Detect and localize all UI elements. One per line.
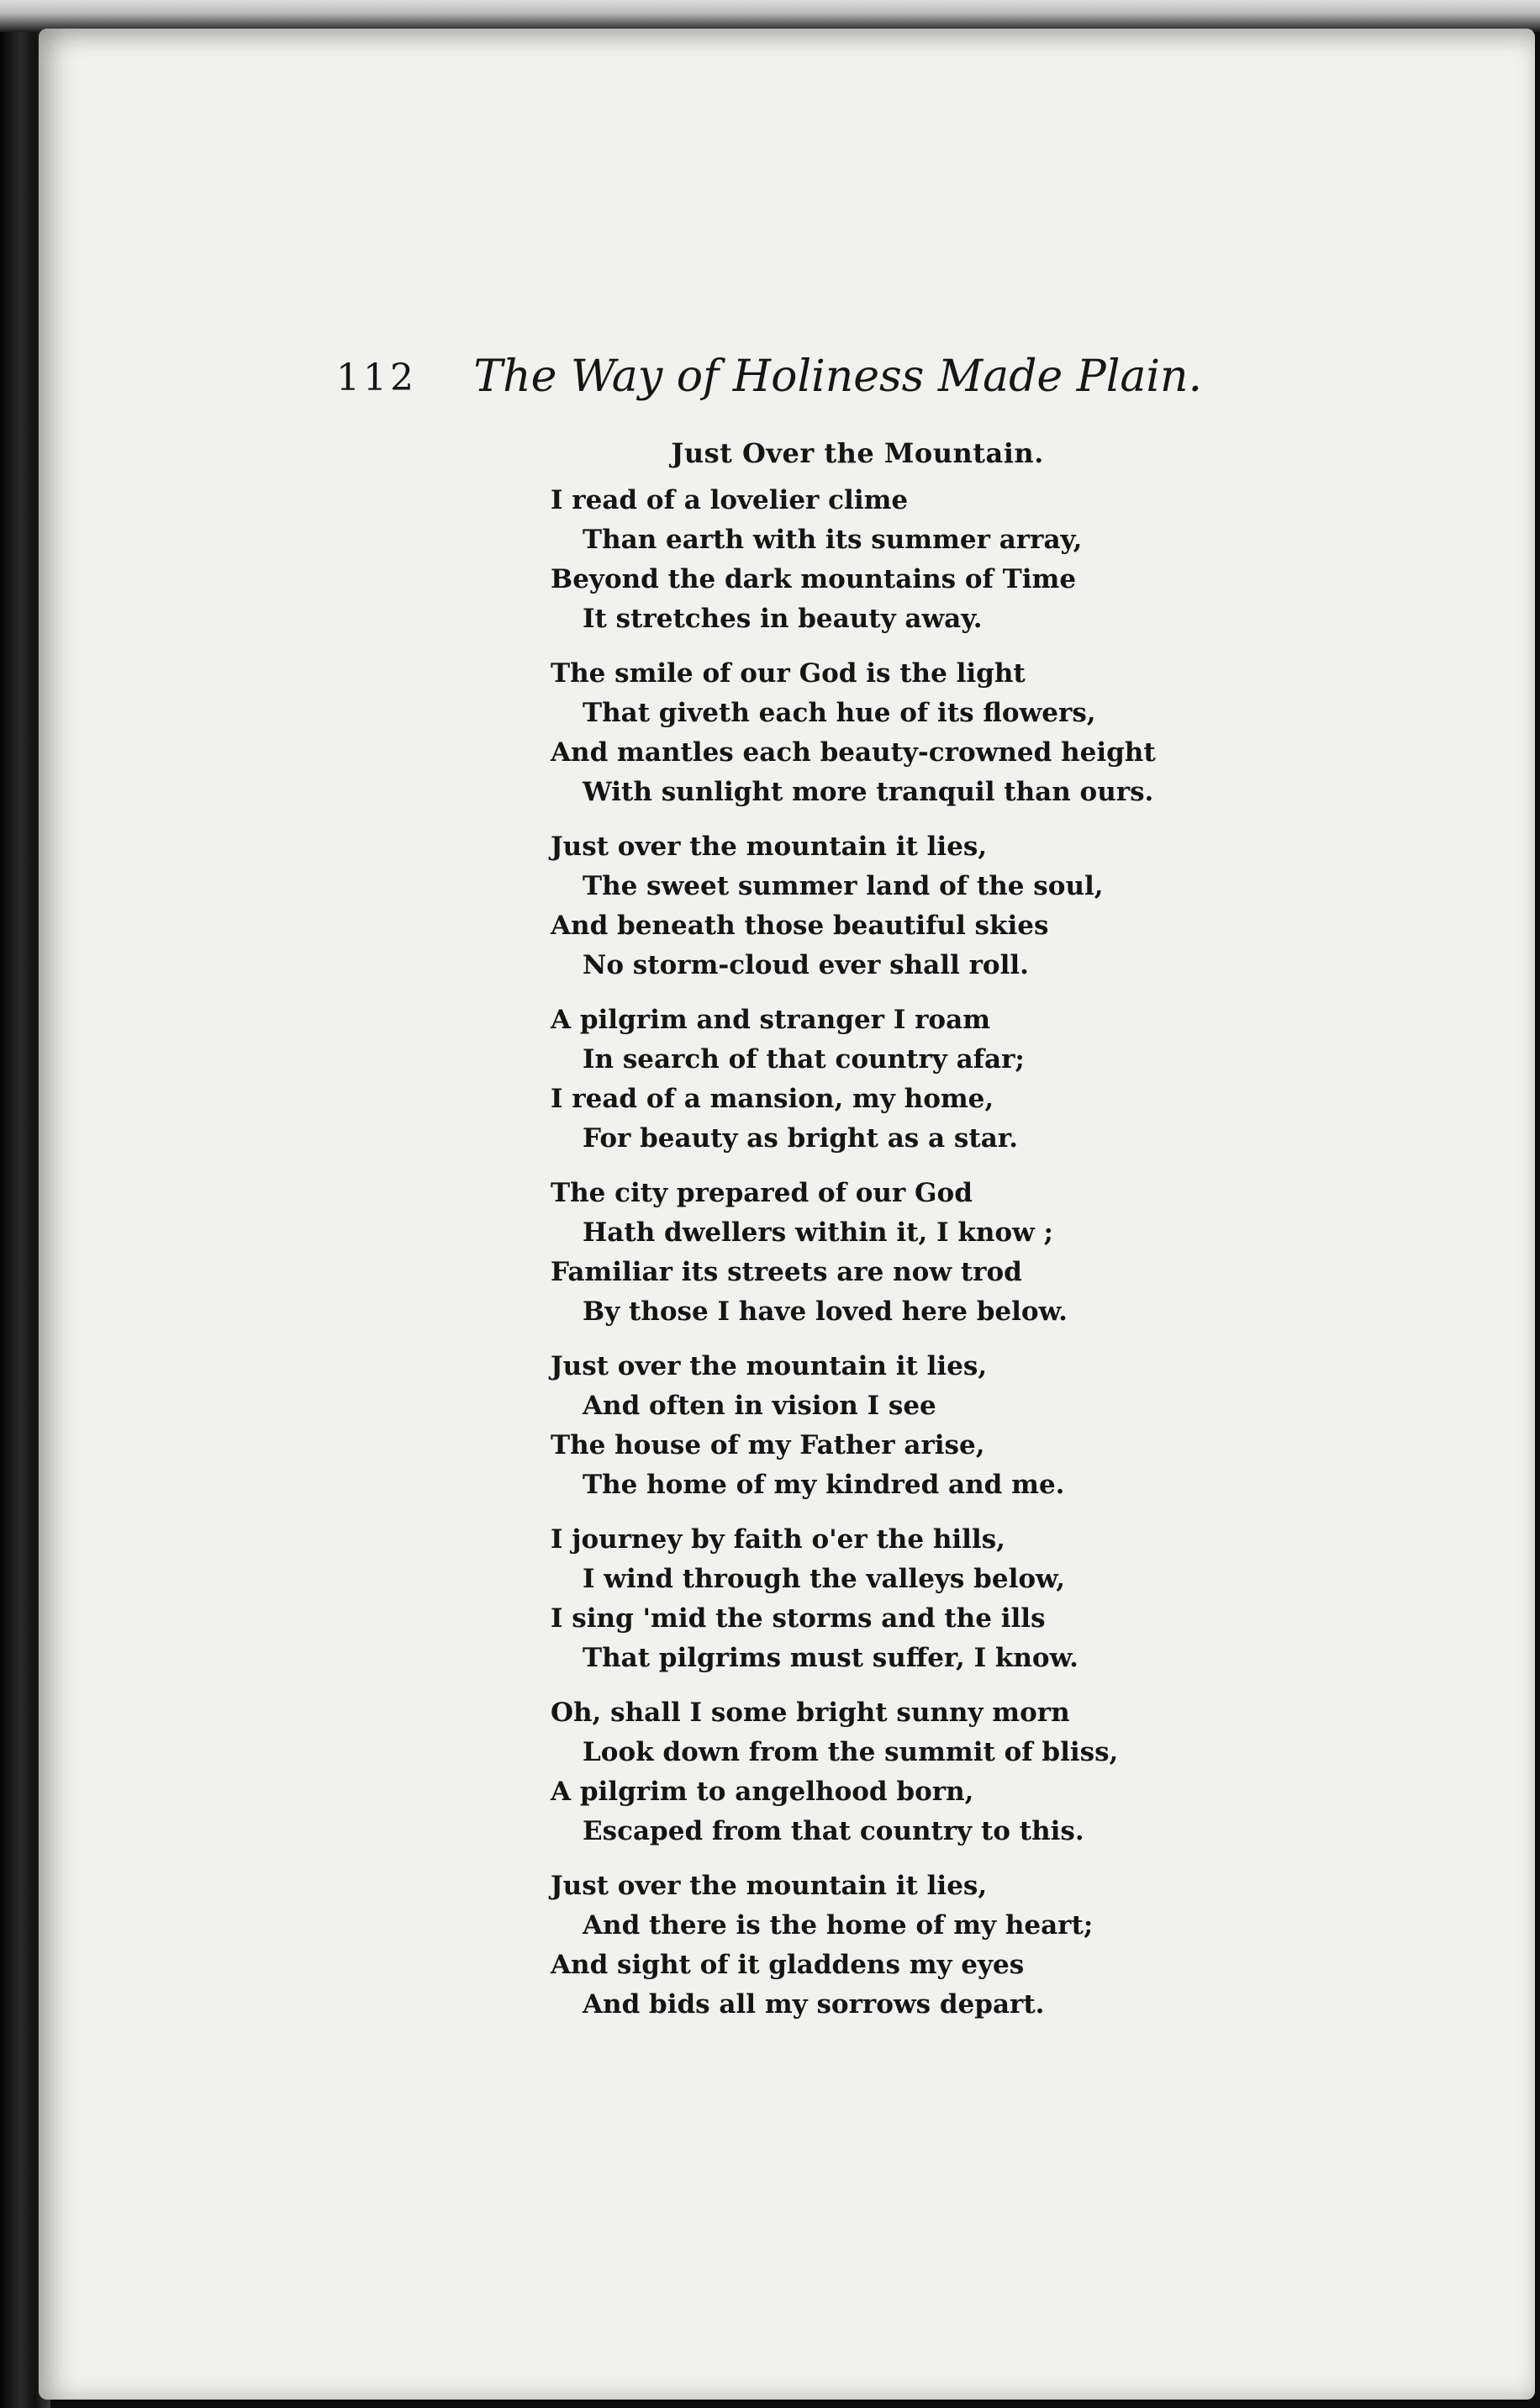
page-top-edge <box>0 0 1540 32</box>
poem-line: I journey by faith o'er the hills, <box>551 1524 1005 1555</box>
poem-line: And often in vision I see <box>583 1391 936 1421</box>
poem-line: Familiar its streets are now trod <box>551 1257 1022 1287</box>
poem-line: That pilgrims must suffer, I know. <box>583 1643 1079 1673</box>
poem-line: It stretches in beauty away. <box>583 604 983 634</box>
poem-line: Than earth with its summer array, <box>583 525 1083 555</box>
stanza <box>551 1347 1189 1505</box>
stanza <box>551 1174 1189 1332</box>
poem-line: That giveth each hue of its flowers, <box>583 698 1096 728</box>
poem-line: The house of my Father arise, <box>551 1430 985 1460</box>
poem-line: I wind through the valleys below, <box>583 1564 1065 1594</box>
poem-line: Just over the mountain it lies, <box>551 1871 988 1901</box>
poem-line: Oh, shall I some bright sunny morn <box>551 1698 1070 1728</box>
poem-title: Just Over the Mountain. <box>671 437 1044 469</box>
poem-line: And sight of it gladdens my eyes <box>551 1950 1025 1980</box>
poem-line: And mantles each beauty-crowned height <box>551 737 1156 768</box>
stanza <box>551 827 1189 985</box>
poem-line: For beauty as bright as a star. <box>583 1123 1019 1154</box>
poem-line: I sing 'mid the storms and the ills <box>551 1603 1046 1634</box>
stanza <box>551 654 1189 812</box>
stanza <box>551 1867 1189 2025</box>
poem-line: In search of that country afar; <box>583 1044 1025 1075</box>
poem-line: I read of a mansion, my home, <box>551 1084 994 1114</box>
poem-line: The sweet summer land of the soul, <box>583 871 1104 901</box>
poem-line: The city prepared of our God <box>551 1178 973 1208</box>
poem <box>551 437 1189 2040</box>
poem-line: And beneath those beautiful skies <box>551 911 1049 941</box>
stanza <box>551 481 1189 639</box>
poem-line: By those I have loved here below. <box>583 1296 1068 1327</box>
stanza <box>551 1693 1189 1851</box>
page-header <box>336 351 1202 415</box>
poem-line: Escaped from that country to this. <box>583 1816 1084 1846</box>
page-number: 112 <box>336 356 417 399</box>
poem-line: Beyond the dark mountains of Time <box>551 564 1077 594</box>
running-title: The Way of Holiness Made Plain. <box>473 351 1202 402</box>
poem-line: And there is the home of my heart; <box>583 1910 1094 1941</box>
poem-line: I read of a lovelier clime <box>551 485 909 515</box>
poem-line: No storm-cloud ever shall roll. <box>583 950 1029 980</box>
poem-line: Hath dwellers within it, I know ; <box>583 1217 1053 1248</box>
poem-line: With sunlight more tranquil than ours. <box>583 777 1154 807</box>
stanza <box>551 1001 1189 1159</box>
poem-line: The home of my kindred and me. <box>583 1470 1065 1500</box>
stanza <box>551 1520 1189 1678</box>
poem-line: And bids all my sorrows depart. <box>583 1989 1045 2020</box>
poem-line: A pilgrim to angelhood born, <box>551 1777 974 1807</box>
poem-line: Look down from the summit of bliss, <box>583 1737 1119 1767</box>
poem-line: Just over the mountain it lies, <box>551 1351 988 1381</box>
poem-line: Just over the mountain it lies, <box>551 832 988 862</box>
poem-line: A pilgrim and stranger I roam <box>551 1005 990 1035</box>
poem-line: The smile of our God is the light <box>551 658 1026 689</box>
